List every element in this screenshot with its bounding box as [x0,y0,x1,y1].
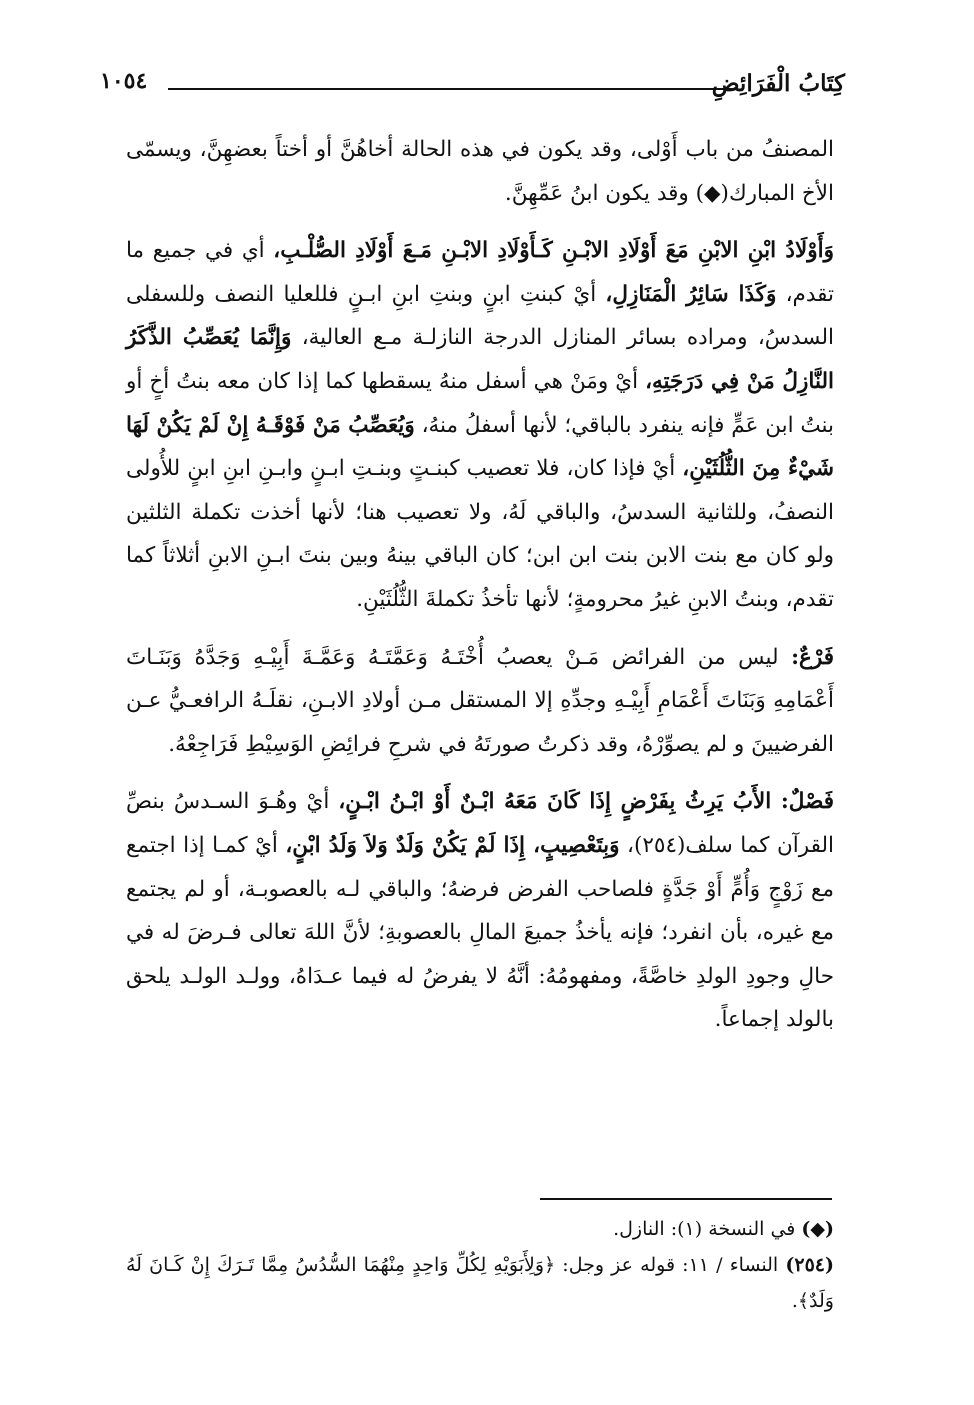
matn-text: وَكَذَا سَائِرُ الْمَنَازِلِ، [605,281,777,307]
paragraph-1: المصنفُ من باب أَوْلى، وقد يكون في هذه الحالة أخاهُنَّ أو أختاً بعضهِنَّ، ويسمّى الأخ المبارك(◆) وقد يكون ابنُ عَمِّهِنَّ. [126,137,834,206]
matn-text: وَأَوْلَادُ ابْنِ الابْنِ مَعَ أَوْلَادِ الابْـنِ كَـأَوْلَادِ الابْـنِ مَـعَ أَوْلَادِ الصُّلْـبِ، [273,238,834,264]
commentary-text: أيْ وهُـوَ السـدسُ بنصِّ القرآن كما سلف(٢٥٤)، [126,789,834,858]
main-text [126,128,834,1042]
footnote [126,1247,834,1319]
commentary-text: أي في جميع ما تقدم، [126,238,835,307]
header-rule [168,88,737,90]
paragraph-2 [126,229,834,621]
running-head [100,62,845,102]
page-number: ١٠٥٤ [100,68,148,94]
book-title: كِتَابُ الْفَرَائِضِ [711,70,845,97]
commentary-text: أيْ كبنتِ ابنٍ وبنتِ ابنِ ابـنٍ فللعليا النصف وللسفلى السدسُ، ومراده بسائر المنازل الدرجة النازلـة مـع العالية، [126,281,834,351]
commentary-text: ليس من الفرائض مَـنْ يعصبُ أُخْتَـهُ وَعَمَّتَـهُ وَعَمَّـةَ أَبِيْـهِ وَجَدَّهُ وَبَنَـاتَ أَعْمَامِهِ وَبَنَاتَ أَعْمَامِ أَبِيْـهِ وجدِّهِ إلا المستقل مـن أولادِ الابـنِ، نقلَـهُ الرافعـيُّ عـن الفرضيينَ و لم يصوِّرْهُ، وقد ذكرتُ صورتَهُ في شرحِ فرائِضِ الوَسِيْطِ فَرَاجِعْهُ. [126,644,834,757]
footnote-marker: (٢٥٤) [785,1254,834,1276]
commentary-text: أيْ ومَنْ هي أسفل منهُ يسقطها كما إذا كان معه بنتُ أخٍ أو بنتُ ابن عَمٍّ فإنه ينفرد بالباقي؛ لأنها أسفلُ منهُ، [126,368,834,438]
paragraph-3 [126,636,834,767]
footnote [126,1211,834,1247]
paragraph-4 [126,780,834,1042]
footnotes [126,1211,834,1319]
section-label: فَرْعٌ: [791,644,834,670]
footnote-text: في النسخة (١): النازل. [613,1218,802,1240]
matn-text: وَيُعَصِّبُ مَنْ فَوْقَـهُ إِنْ لَمْ يَكُنْ لَهَا شَيْءٌ مِنَ الثُّلُثَيْنِ، [126,412,835,482]
matn-text: وَإِنَّمَا يُعَصِّبُ الذَّكَرُ النَّازِلُ مَنْ فِي دَرَجَتِهِ، [126,325,834,394]
matn-text: وَبِتَعْصِيبٍ، إِذَا لَمْ يَكُنْ وَلَدٌ وَلاَ وَلَدُ ابْنٍ، [285,832,620,858]
footnote-marker: (◆) [801,1218,834,1240]
footnote-text: النساء / ١١: قوله عز وجل: ﴿وَلِأَبَوَيْهِ لِكُلِّ وَاحِدٍ مِنْهُمَا السُّدُسُ مِمَّا تَـرَكَ إِنْ كَـانَ لَهُ وَلَدٌ﴾. [126,1254,834,1312]
commentary-text: أيْ فإذا كان، فلا تعصيب كبنـتٍ وبنـتِ ابـنٍ وابـنِ ابنِ ابنٍ للأُولى النصفُ، وللثانية السدسُ، والباقي لَهُ، ولا تعصيب هنا؛ لأنها أخذت تكملة الثلثين ولو كان مع بنت الابن بنت ابن ابن؛ كان الباقي بينهُ وبين بنتَ ابـنِ الابنِ أثلاثاً كما تقدم، وبنتُ الابنِ غيرُ محرومةٍ؛ لأنها تأخذُ تكملةَ الثُّلُثَيْنِ. [126,456,834,612]
commentary-text: أيْ كمـا إذا اجتمع مع زَوْجٍ وَأُمٍّ أَوْ جَدَّةٍ فلصاحب الفرض فرضهُ؛ والباقي لـه بالعصوبـة، أو لم يجتمع مع غيره، بأن انفرد؛ فإنه يأخذُ جميعَ المالِ بالعصوبةِ؛ لأنَّ اللهَ تعالى فـرضَ له في حالِ وجودِ الولدِ خاصَّةً، ومفهومُهُ: أنَّهُ لا يفرضُ له فيما عـدَاهُ، وولـد الولـد يلحق بالولد إجماعاً. [126,832,834,1033]
matn-text: فَصْلٌ: الأَبُ يَرِثُ بِفَرْضٍ إِذَا كَانَ مَعَهُ ابْـنٌ أَوْ ابْـنُ ابْـنٍ، [338,789,834,815]
footnote-separator [540,1198,832,1200]
